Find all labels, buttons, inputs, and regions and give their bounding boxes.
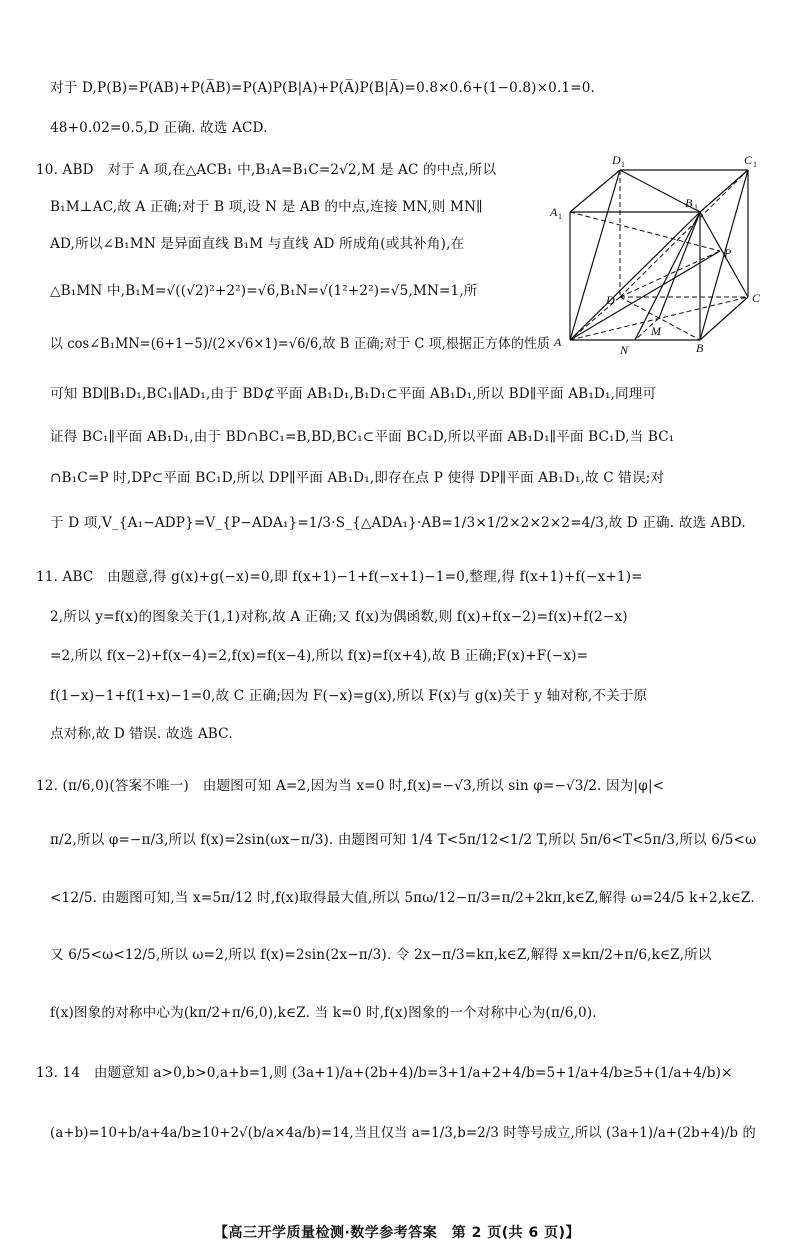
label-m: M [651, 324, 661, 338]
q10-line-2: B₁M⊥AC,故 A 正确;对于 B 项,设 N 是 AB 的中点,连接 MN,则 MN∥ [50, 199, 483, 215]
label-p: P [724, 246, 732, 260]
label-d1: D [612, 153, 621, 167]
q10-line-9: 于 D 项,V_{A₁−ADP}=V_{P−ADA₁}=1/3·S_{△ADA₁}·AB=1/3×1/2×2×2×2=4/3,故 D 正确. 故选 ABD. [50, 515, 746, 531]
q13-line-1: 13. 14 由题意知 a>0,b>0,a+b=1,则 (3a+1)/a+(2b+4)/b=3+1/a+2+4/b=5+1/a+4/b≥5+(1/a+4/b)× [36, 1065, 733, 1081]
q12-line-4: 又 6/5<ω<12/5,所以 ω=2,所以 f(x)=2sin(2x−π/3). 令 2x−π/3=kπ,k∈Z,解得 x=kπ/2+π/6,k∈Z,所以 [50, 947, 712, 963]
q12-line-2: π/2,所以 φ=−π/3,所以 f(x)=2sin(ωx−π/3). 由题图可知 1/4 T<5π/12<1/2 T,所以 5π/6<T<5π/3,所以 6/5<ω [50, 832, 757, 848]
edge-d1a1 [570, 170, 620, 212]
line-b1m [659, 212, 700, 318]
label-a: A [554, 335, 562, 349]
label-d: D [606, 293, 615, 307]
q11-line-3: =2,所以 f(x−2)+f(x−4)=2,f(x)=f(x−4),所以 f(x)=f(x+4),故 B 正确;F(x)+F(−x)= [50, 648, 589, 664]
label-a1: A [550, 205, 558, 219]
q11-line-4: f(1−x)−1+f(1+x)−1=0,故 C 正确;因为 F(−x)=g(x),所以 F(x)与 g(x)关于 y 轴对称,不关于原 [50, 688, 648, 704]
text-line-2: 48+0.02=0.5,D 正确. 故选 ACD. [50, 120, 268, 136]
label-c: C [752, 291, 761, 305]
q12-line-5: f(x)图象的对称中心为(kπ/2+π/6,0),k∈Z. 当 k=0 时,f(x)图象的一个对称中心为(π/6,0). [50, 1005, 597, 1021]
cube-figure [548, 152, 778, 362]
label-b: B [696, 341, 704, 355]
label-b1: B [685, 196, 693, 210]
edge-bc [700, 297, 748, 340]
text-line-1: 对于 D,P(B)=P(AB)+P(A̅B)=P(A)P(B|A)+P(A̅)P(B|A̅)=0.8×0.6+(1−0.8)×0.1=0. [50, 80, 596, 96]
q11-line-1: 11. ABC 由题意,得 g(x)+g(−x)=0,即 f(x+1)−1+f(−x+1)−1=0,整理,得 f(x+1)+f(−x+1)= [36, 569, 643, 585]
q13-line-2: (a+b)=10+b/a+4a/b≥10+2√(b/a×4a/b)=14,当且仅当 a=1/3,b=2/3 时等号成立,所以 (3a+1)/a+(2b+4)/b 的 [50, 1125, 756, 1141]
q10-line-4: △B₁MN 中,B₁M=√((√2)²+2²)=√6,B₁N=√(1²+2²)=√5,MN=1,所 [50, 283, 478, 299]
label-c1: C [744, 153, 753, 167]
edge-c1b1 [700, 170, 748, 212]
q11-line-2: 2,所以 y=f(x)的图象关于(1,1)对称,故 A 正确;又 f(x)为偶函数,则 f(x)+f(x−2)=f(x)+f(2−x) [50, 609, 628, 625]
hidden-diag-dc1 [620, 170, 748, 297]
line-b1n [635, 212, 700, 340]
diag-ab1 [570, 212, 700, 340]
q11-line-5: 点对称,故 D 错误. 故选 ABC. [50, 726, 233, 742]
label-a1-sub: 1 [558, 212, 562, 221]
label-c1-sub: 1 [753, 160, 757, 169]
label-b1-sub: 1 [694, 203, 698, 212]
q10-line-8: ∩B₁C=P 时,DP⊂平面 BC₁D,所以 DP∥平面 AB₁D₁,即存在点 P 使得 DP∥平面 AB₁D₁,故 C 错误;对 [50, 470, 665, 486]
q10-line-5: 以 cos∠B₁MN=(6+1−5)/(2×√6×1)=√6/6,故 B 正确;对于 C 项,根据正方体的性质 [50, 336, 551, 352]
q10-line-3: AD,所以∠B₁MN 是异面直线 B₁M 与直线 AD 所成角(或其补角),在 [50, 236, 465, 252]
q12-line-1: 12. (π/6,0)(答案不唯一) 由题图可知 A=2,因为当 x=0 时,f(x)=−√3,所以 sin φ=−√3/2. 因为|φ|< [36, 778, 665, 794]
q12-line-3: <12/5. 由题图可知,当 x=5π/12 时,f(x)取得最大值,所以 5πω/12−π/3=π/2+2kπ,k∈Z,解得 ω=24/5 k+2,k∈Z. [50, 890, 755, 906]
q10-line-1: 10. ABD 对于 A 项,在△ACB₁ 中,B₁A=B₁C=2√2,M 是 AC 的中点,所以 [36, 162, 497, 178]
page-footer: 【高三开学质量检测·数学参考答案 第 2 页(共 6 页)】 [213, 1225, 581, 1241]
label-n: N [620, 343, 629, 357]
label-d1-sub: 1 [621, 160, 625, 169]
q10-line-6: 可知 BD∥B₁D₁,BC₁∥AD₁,由于 BD⊄平面 AB₁D₁,B₁D₁⊂平面 AB₁D₁,所以 BD∥平面 AB₁D₁,同理可 [50, 386, 657, 402]
q10-line-7: 证得 BC₁∥平面 AB₁D₁,由于 BD∩BC₁=B,BD,BC₁⊂平面 BC₁D,所以平面 AB₁D₁∥平面 BC₁D,当 BC₁ [50, 429, 675, 445]
